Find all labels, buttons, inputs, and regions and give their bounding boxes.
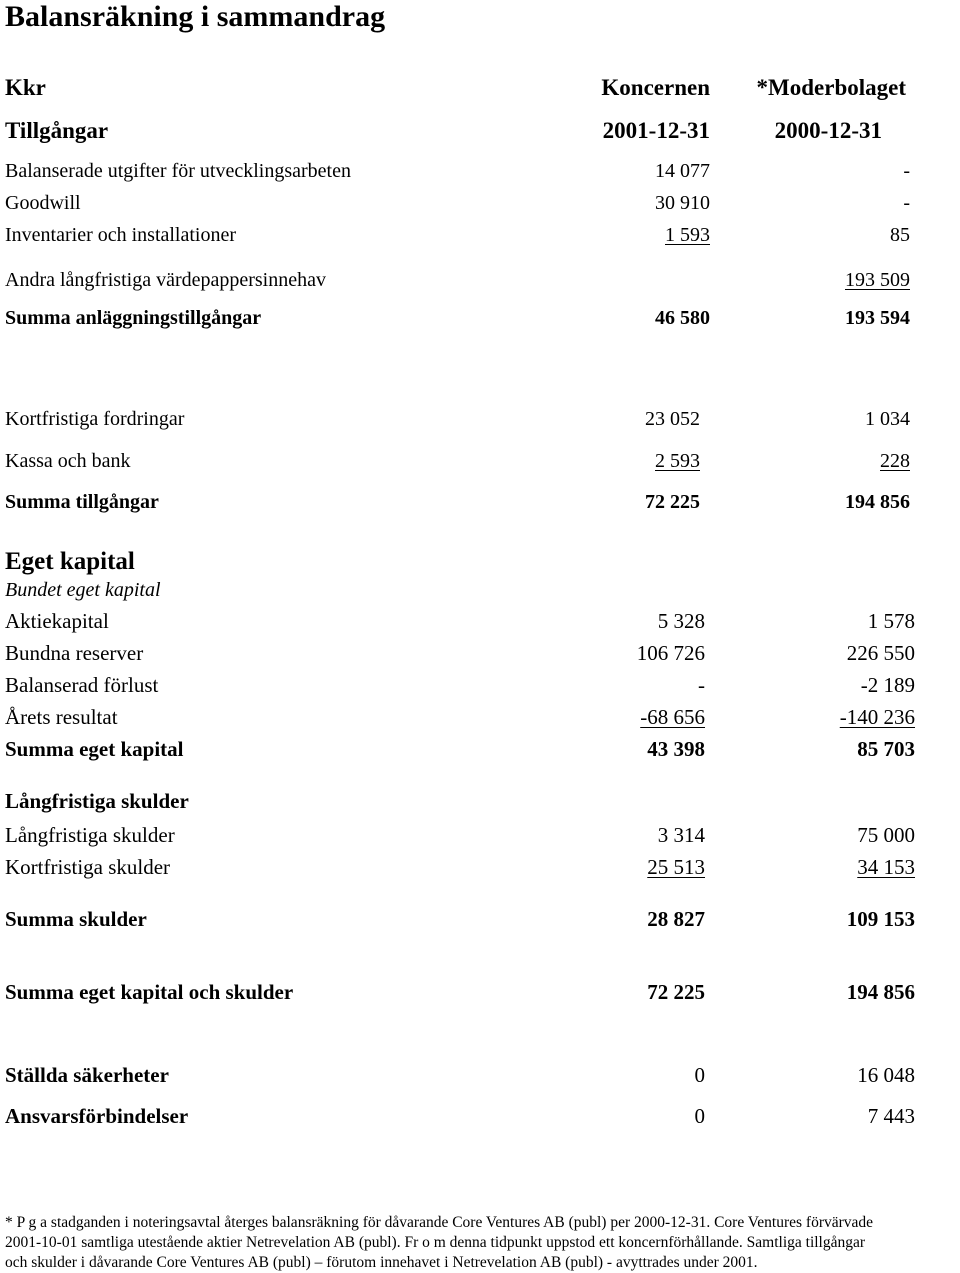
row-value-koncernen: 2 593 (655, 450, 700, 472)
row-value-koncernen: 25 513 (647, 855, 705, 879)
column-date-2: 2000-12-31 (774, 118, 882, 143)
row-label: Balanserade utgifter för utvecklingsarbeten (5, 160, 351, 182)
total-label: Summa eget kapital och skulder (5, 980, 294, 1004)
row-label: Andra långfristiga värdepappersinnehav (5, 269, 326, 291)
total-label: Summa tillgångar (5, 491, 159, 513)
section-heading-liabilities: Långfristiga skulder (5, 789, 189, 813)
page-title: Balansräkning i sammandrag (5, 0, 386, 33)
subtotal-label: Summa skulder (5, 907, 147, 931)
row-value-moderbolaget: 75 000 (857, 823, 915, 847)
row-value-koncernen: -68 656 (640, 705, 705, 729)
subtotal-label: Summa eget kapital (5, 737, 184, 761)
section-heading-assets: Tillgångar (5, 118, 109, 143)
row-label: Årets resultat (5, 705, 118, 729)
row-value-moderbolaget: 226 550 (846, 641, 915, 665)
row-label-pledged-assets: Ställda säkerheter (5, 1063, 169, 1087)
row-value-moderbolaget: 1 578 (867, 609, 915, 633)
row-value-moderbolaget: 228 (880, 450, 910, 472)
subtotal-value-koncernen: 46 580 (655, 307, 710, 329)
row-value-koncernen: 30 910 (655, 192, 710, 214)
total-value-moderbolaget: 194 856 (846, 980, 915, 1004)
row-value-moderbolaget: 34 153 (857, 855, 915, 879)
row-value-koncernen: 0 (694, 1063, 705, 1087)
subtotal-value-koncernen: 43 398 (647, 737, 705, 761)
row-value-moderbolaget: 16 048 (857, 1063, 915, 1087)
row-value-koncernen: 23 052 (645, 408, 700, 430)
footnote-line: och skulder i dåvarande Core Ventures AB (publ) – förutom innehavet i Netrevelation AB (publ) - avyttrades under 2001. (5, 1254, 758, 1271)
row-value-koncernen: 106 726 (636, 641, 705, 665)
row-value-koncernen: 5 328 (657, 609, 705, 633)
total-value-koncernen: 72 225 (647, 980, 705, 1004)
row-label: Bundna reserver (5, 641, 144, 665)
row-value-moderbolaget: - (903, 160, 910, 182)
row-value-moderbolaget: 85 (890, 224, 910, 246)
row-label: Goodwill (5, 192, 81, 214)
row-value-moderbolaget: 193 509 (845, 269, 910, 291)
subtotal-value-moderbolaget: 193 594 (845, 307, 910, 329)
column-date-1: 2001-12-31 (602, 118, 710, 143)
unit-label: Kkr (5, 75, 46, 100)
row-value-moderbolaget: - (903, 192, 910, 214)
subtotal-value-koncernen: 28 827 (647, 907, 705, 931)
row-value-moderbolaget: -140 236 (839, 705, 915, 729)
row-label: Långfristiga skulder (5, 823, 175, 847)
section-heading-equity: Eget kapital (5, 548, 135, 575)
subtotal-value-moderbolaget: 85 703 (857, 737, 915, 761)
section-subheading: Bundet eget kapital (5, 579, 161, 601)
total-value-moderbolaget: 194 856 (845, 491, 910, 513)
row-value-moderbolaget: 1 034 (865, 408, 910, 430)
row-value-moderbolaget: -2 189 (860, 673, 915, 697)
row-value-koncernen: 14 077 (655, 160, 710, 182)
row-value-koncernen: 1 593 (665, 224, 710, 246)
row-label: Balanserad förlust (5, 673, 159, 697)
subtotal-label: Summa anläggningstillgångar (5, 307, 262, 329)
row-label: Aktiekapital (5, 609, 109, 633)
row-label-contingent-liabilities: Ansvarsförbindelser (5, 1104, 189, 1128)
row-label: Inventarier och installationer (5, 224, 237, 246)
row-value-koncernen: 3 314 (657, 823, 705, 847)
row-value-koncernen: 0 (694, 1104, 705, 1128)
footnote (5, 1213, 960, 1273)
row-label: Kortfristiga fordringar (5, 408, 185, 430)
row-label: Kassa och bank (5, 450, 131, 472)
column-header-koncernen: Koncernen (601, 75, 710, 100)
row-value-koncernen: - (698, 673, 705, 697)
row-label: Kortfristiga skulder (5, 855, 171, 879)
footnote-line: 2001-10-01 samtliga utestående aktier Netrevelation AB (publ). Fr o m denna tidpunkt uppstod ett koncernförhållande. Samtliga tillgångar (5, 1234, 866, 1251)
column-header-moderbolaget: *Moderbolaget (756, 75, 906, 100)
row-value-moderbolaget: 7 443 (867, 1104, 915, 1128)
subtotal-value-moderbolaget: 109 153 (846, 907, 915, 931)
footnote-line: * P g a stadganden i noteringsavtal återges balansräkning för dåvarande Core Ventures AB (publ) per 2000-12-31. Core Ventures förvärvade (5, 1214, 874, 1231)
total-value-koncernen: 72 225 (645, 491, 700, 513)
